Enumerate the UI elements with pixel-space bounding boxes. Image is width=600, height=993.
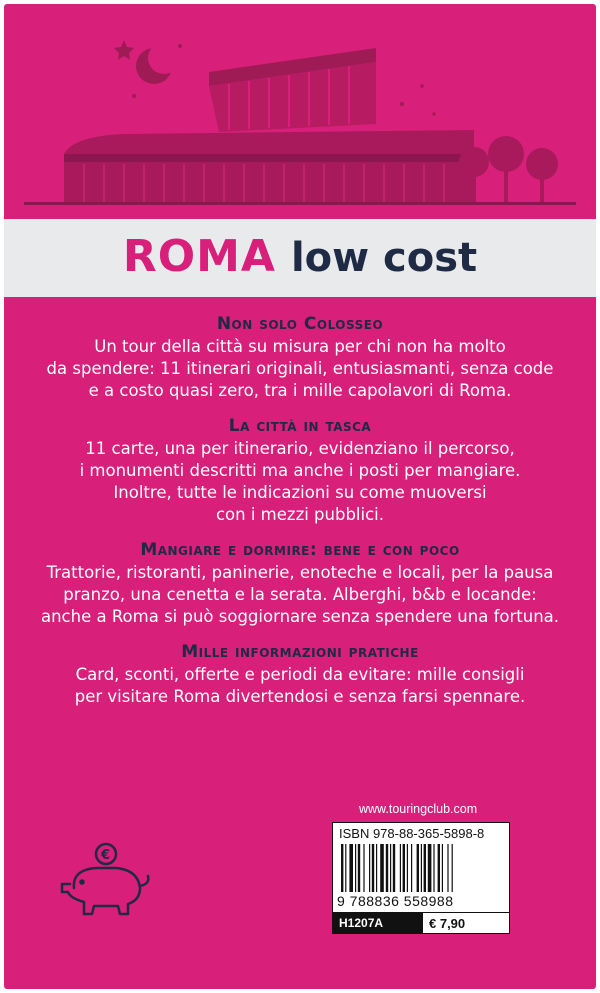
blurb-content (4, 314, 596, 722)
book-title (4, 231, 596, 282)
section-text: Un tour della città su misura per chi non ha molto da spendere: 11 itinerari originali, entusiasmanti, senza code e a costo quasi zero, tra i mille capolavori di Roma. (46, 337, 554, 400)
section-heading: Mille informazioni pratiche (181, 642, 419, 662)
section-text: Card, sconti, offerte e periodi da evitare: mille consigli per visitare Roma divertendosi e senza farsi spennare. (74, 665, 526, 706)
section-text: 11 carte, una per itinerario, evidenziano il percorso, i monumenti descritti ma anche i posti per mangiare. Inoltre, tutte le indicazioni su come muoversi con i mezzi pubblici. (79, 439, 521, 524)
barcode (339, 844, 503, 892)
building-illustration (4, 4, 596, 219)
price: € 7,90 (429, 916, 466, 931)
title-band (4, 219, 596, 297)
barcode-digits: 9 788836 558988 (337, 893, 454, 909)
isbn-label: ISBN 978-88-365-5898-8 (339, 826, 485, 841)
title-roma: ROMA (122, 231, 276, 282)
section-mangiare-e-dormire (4, 540, 596, 628)
title-low-cost: low cost (290, 235, 478, 281)
website-link[interactable]: www.touringclub.com (359, 802, 478, 816)
barcode-box (332, 822, 510, 934)
svg-text:€: € (101, 848, 111, 863)
section-non-solo-colosseo (4, 314, 596, 402)
piggy-bank-icon (54, 836, 164, 926)
section-heading: Non solo Colosseo (216, 314, 384, 334)
section-la-citta-in-tasca (4, 416, 596, 526)
codes-row (333, 912, 509, 934)
section-text: Trattorie, ristoranti, paninerie, enoteche e locali, per la pausa pranzo, una cenetta e la serata. Alberghi, b&b e locande: anche a Roma si può soggiornare senza spendere una fortuna. (40, 563, 560, 626)
back-cover (4, 4, 596, 989)
crescent-moon-icon (136, 42, 180, 84)
section-heading: Mangiare e dormire: bene e con poco (140, 540, 460, 560)
section-heading: La città in tasca (228, 416, 372, 436)
section-mille-informazioni (4, 642, 596, 708)
product-code: H1207A (333, 913, 423, 934)
